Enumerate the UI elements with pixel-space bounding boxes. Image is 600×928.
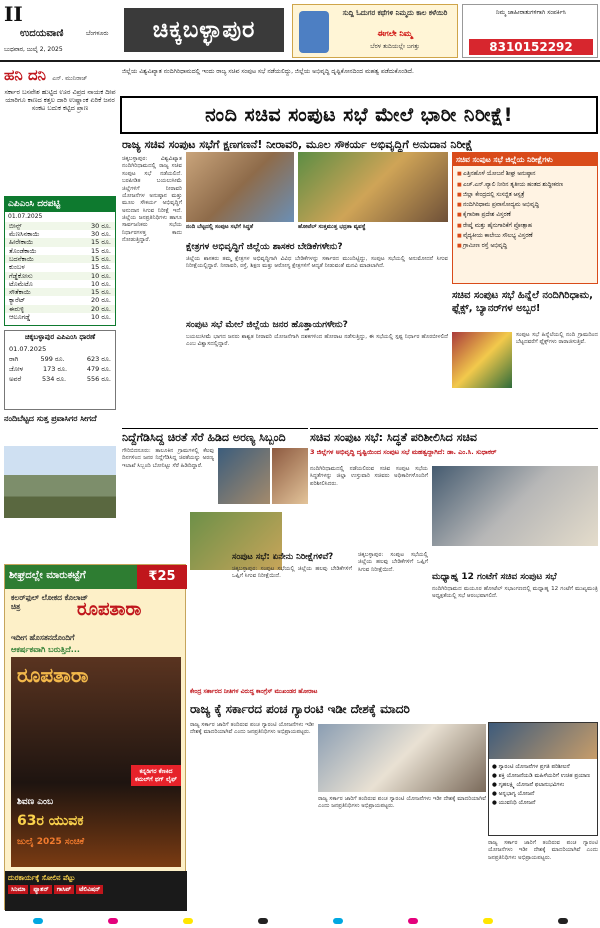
expectation-item: ■ ವೈದ್ಯಕೀಯ ಕಾಲೇಜು ಸೌಲಭ್ಯ ವಿಸ್ತರಣೆ <box>457 233 593 240</box>
guarantee-story-kicker: ಕೇಂದ್ರ ಸರ್ಕಾರದ ನೀತಿಗಳ ವಿರುದ್ಧ ಕಾಂಗ್ರೆಸ್ ಮುಖಂಡರ ಹೋರಾಟ <box>190 688 318 695</box>
masthead <box>0 0 600 62</box>
side-box-item: ● ಅನ್ನಭಾಗ್ಯ ಯೋಜನೆ <box>492 790 535 797</box>
rate-item: ಬೀನ್ಸ್ <box>9 221 22 230</box>
rate-price: 15 ರೂ. <box>91 238 111 247</box>
ad-category-chip: ಗಾಸಿಪ್ <box>54 885 74 895</box>
expectations-list <box>453 166 597 255</box>
guarantee-story-headline[interactable]: ರಾಜ್ಯ ಕ್ಕೆ ಸರ್ಕಾರದ ಪಂಚ ಗ್ಯಾರಂಟಿ ಇಡೀ ದೇಶಕ್ಕೆ ಮಾದರಿ <box>190 702 410 716</box>
rupatara-magazine-ad[interactable] <box>4 564 186 910</box>
rate-box-title: ಎಪಿಎಂಸಿ ದರಪಟ್ಟಿ <box>5 197 115 212</box>
ad-footer-text: ದುರಕಾರ್ಯಕ್ಕೆ ಸೋಲಿನ ಪೆಟ್ಟು <box>8 874 76 882</box>
paper-name: ಉದಯವಾಣಿ <box>20 28 64 39</box>
minister-inspection-text: ನಂದಿಗಿರಿಧಾಮದಲ್ಲಿ ನಡೆಯಲಿರುವ ಸಚಿವ ಸಂಪುಟ ಸಭೆಯ ಸಿದ್ಧತೆಗಳನ್ನು ಜಿಲ್ಲಾ ಉಸ್ತುವಾರಿ ಸಚಿವರು ಅಧಿಕಾರಿಗಳೊಂದಿಗೆ ಪರಿಶೀಲಿಸಿದರು. <box>310 466 428 487</box>
grain-box-title: ಚಿಕ್ಕಬಳ್ಳಾಪುರ ಎಪಿಎಂಸಿ ಧಾರಣೆ <box>24 333 96 341</box>
paper-date: ಬುಧವಾರ, ಜುಲೈ 2, 2025 <box>4 46 63 53</box>
mla-demands-headline[interactable]: ಕ್ಷೇತ್ರಗಳ ಅಭಿವೃದ್ಧಿಗೆ ಜಿಲ್ಲೆಯ ಶಾಸಕರ ಬೇಡಿಕೆಗಳೇನು? <box>186 242 343 252</box>
edition-number: II <box>4 2 23 26</box>
rate-row <box>5 247 115 255</box>
rate-item: ಈರುಳ್ಳಿ <box>9 304 25 313</box>
grain-max: 479 ರೂ. <box>86 365 111 373</box>
rate-price: 15 ರೂ. <box>91 246 111 255</box>
cyan-swatch <box>333 918 343 924</box>
paper-subtitle: ಬೆಂಗಳೂರು <box>86 30 109 37</box>
rate-item: ಗೆಡ್ಡೆಕೋಸು <box>9 271 33 280</box>
top-ad-line3: ಬೆರಳ ತುದಿಯಲ್ಲೇ ಜಗತ್ತು <box>370 43 420 50</box>
city-title: ಚಿಕ್ಕಬಳ್ಳಾಪುರ <box>124 8 284 52</box>
guarantee-story-text-3: ರಾಜ್ಯ ಸರ್ಕಾರ ಜಾರಿಗೆ ತಂದಿರುವ ಪಂಚ ಗ್ಯಾರಂಟಿ ಯೋಜನೆಗಳು ಇಡೀ ದೇಶಕ್ಕೆ ಮಾದರಿಯಾಗಿವೆ ಎಂದು ಜನಪ್ರತಿನಿಧಿಗಳು ಅಭಿಪ್ರಾಯಪಟ್ಟರು. <box>488 840 598 861</box>
top-ad-line2: ಈಗಲೇ ನಿಮ್ಮ <box>377 29 413 38</box>
lead-intro: ಜಿಲ್ಲೆಯ ವಿಶ್ವವಿಖ್ಯಾತ ನಂದಿಗಿರಿಧಾಮದಲ್ಲಿ ಇಂದು ರಾಜ್ಯ ಸಚಿವ ಸಂಪುಟ ಸಭೆ ನಡೆಯಲಿದ್ದು, ಜಿಲ್ಲೆಯ ಅಭಿವೃದ್ಧಿ ದೃಷ್ಟಿಕೋನದಿಂದ ಮಹತ್ವ ಪಡೆದುಕೊಂಡಿದೆ. <box>122 68 414 75</box>
cover-title: ರೂಪತಾರಾ <box>17 663 89 687</box>
rate-row <box>5 272 115 280</box>
rate-item: ಕ್ಯಾರೆಟ್ <box>9 296 26 305</box>
rate-row <box>5 305 115 313</box>
rate-item: ತೊಂಡೆಕಾಯಿ <box>9 246 37 255</box>
rate-row <box>5 313 115 321</box>
grain-min: 534 ರೂ. <box>41 375 67 384</box>
cover-issue: ಜುಲೈ 2025 ಸಂಚಿಕೆ <box>17 837 85 847</box>
guarantee-event-photo <box>318 724 486 792</box>
cover-side-tag: ಕನ್ನಡಿಗರ ಕೆಣಕಿದ ಕಮಲ್‌ಗೆ ಥಗ್ ಲೈಫ್ <box>131 765 181 786</box>
expectation-item: ■ ಎಚ್.ಎನ್.ವ್ಯಾಲಿ ನೀರಿನ ತೃತೀಯ ಹಂತದ ಶುದ್ಧೀಕರಣ <box>457 182 593 189</box>
guarantee-side-box <box>488 722 598 836</box>
top-ad-line1: ಸುದ್ದಿ ಓದುಗರ ಕಥೆಗಳಿ ನಿಮ್ಮದು ಕಾಲ ಕಳೆಯಿರಿ <box>342 9 448 17</box>
minister-inspection-subhead: 3 ಜಿಲ್ಲೆಗಳ ಅಭಿವೃದ್ಧಿ ದೃಷ್ಟಿಯಿಂದ ಸಂಪುಟ ಸಭೆ ಮಹತ್ವದ್ದಾಗಿದೆ: ಡಾ. ಎಂ.ಸಿ. ಸುಧಾಕರ್ <box>310 448 497 456</box>
honey-dani-logo: ಹನಿ ದನಿ <box>4 66 46 84</box>
rate-price: 10 ರೂ. <box>91 271 111 280</box>
grain-max: 556 ರೂ. <box>86 375 111 384</box>
minister-inspection-photo <box>432 466 598 546</box>
honey-dani-column-head <box>4 66 116 86</box>
rate-item: ಮೆಣಸಿನಕಾಯಿ <box>9 230 40 239</box>
rate-price: 30 ರೂ. <box>91 221 111 230</box>
side-box-item: ● ಯುವನಿಧಿ ಯೋಜನೆ <box>492 799 536 806</box>
expectations-box <box>452 152 598 284</box>
contact-phone[interactable]: 8310152292 <box>469 39 593 55</box>
lead-photo-caption-1: ನಂದಿ ಬೆಟ್ಟದಲ್ಲಿ ಸಂಪುಟ ಸಭೆಗೆ ಸಿದ್ಧತೆ <box>186 224 254 230</box>
yellow-swatch <box>183 918 193 924</box>
nandi-hill-photo <box>4 446 116 518</box>
magenta-swatch <box>408 918 418 924</box>
lead-headline[interactable]: ನಂದಿ ಸಚಿವ ಸಂಪುಟ ಸಭೆ ಮೇಲೆ ಭಾರೀ ನಿರೀಕ್ಷೆ! <box>120 96 598 134</box>
grain-list <box>5 354 115 384</box>
side-box-item: ● ಶಕ್ತಿ ಯೋಜನೆಯಡಿ ಮಹಿಳೆಯರಿಗೆ ಉಚಿತ ಪ್ರಯಾಣ <box>492 772 591 779</box>
rate-row <box>5 238 115 246</box>
black-swatch <box>558 918 568 924</box>
rate-price: 10 ರೂ. <box>91 279 111 288</box>
rate-item: ಟೊಮೆಟೊ <box>9 279 33 288</box>
rate-list <box>5 222 115 322</box>
flex-story-text: ಸಂಪುಟ ಸಭೆ ಹಿನ್ನೆಲೆಯಲ್ಲಿ ನಂದಿ ಗ್ರಾಮದಿಂದ ಬೆಟ್ಟದವರೆಗೆ ಫ್ಲೆಕ್ಸ್‌ಗಳು ರಾರಾಜಿಸುತ್ತಿವೆ. <box>516 332 598 346</box>
grain-box-date: 01.07.2025 <box>9 344 47 353</box>
grain-rate-box <box>4 330 116 410</box>
grain-item: ಅವರೆ <box>9 375 22 384</box>
ad-magazine-title: ರೂಪತಾರಾ <box>77 599 142 620</box>
ad-coming-soon: ಶೀಘ್ರದಲ್ಲೇ ಮಾರುಕಟ್ಟೆಗೆ <box>5 565 187 589</box>
honey-dani-poem: ಸರ್ಕಾರ ಬಸವೇಶ ಹುಟ್ಟಿದ ಊರ ವಿಪ್ರದ ನಾಯಕ ದೀಪ ಯಾರಿಗೂ ಕಾಣದ ಕತ್ತಲ ದಾರಿ ಉಷ್ಣಾಂಕ ಏರಿಕೆ ಜನರ ಸಂಕಟ ಬದುಕ ಕಟ್ಟಿದ ಪ್ರಾಣ <box>4 88 116 113</box>
rate-row <box>5 255 115 263</box>
top-ad-contact[interactable] <box>462 4 598 58</box>
mla-demands-text: ಜಿಲ್ಲೆಯ ಶಾಸಕರು ತಮ್ಮ ಕ್ಷೇತ್ರಗಳ ಅಭಿವೃದ್ಧಿಗಾಗಿ ವಿವಿಧ ಬೇಡಿಕೆಗಳನ್ನು ಸರ್ಕಾರದ ಮುಂದಿಟ್ಟಿದ್ದು, ಸಂಪುಟ ಸಭೆಯಲ್ಲಿ ಅನುಮೋದನೆ ಸಿಗುವ ನಿರೀಕ್ಷೆಯಲ್ಲಿದ್ದಾರೆ. ನೀರಾವರಿ, ರಸ್ತೆ, ಶಿಕ್ಷಣ ಮತ್ತು ಆರೋಗ್ಯ ಕ್ಷೇತ್ರಗಳಿಗೆ ಆದ್ಯತೆ ನೀಡುವಂತೆ ಮನವಿ ಮಾಡಲಾಗಿದೆ. <box>186 256 448 270</box>
top-ad-app[interactable] <box>292 4 458 58</box>
side-box-item: ● ಗೃಹಲಕ್ಷ್ಮಿ ಯೋಜನೆ ಫಲಾನುಭವಿಗಳು <box>492 781 565 788</box>
rate-price: 30 ರೂ. <box>91 230 111 239</box>
rate-box-date: 01.07.2025 <box>8 213 43 221</box>
leopard-story-text: ಗೌರಿಬಿದನೂರು: ತಾಲೂಕಿನ ಗ್ರಾಮಗಳಲ್ಲಿ ಕೆಲವು ದಿನಗಳಿಂದ ಜನರ ನಿದ್ದೆಗೆಡಿಸಿದ್ದ ಚಿರತೆಯನ್ನು ಅರಣ್ಯ ಇಲಾಖೆ ಸಿಬ್ಬಂದಿ ಬೋನಿಟ್ಟು ಸೆರೆ ಹಿಡಿದಿದ್ದಾರೆ. <box>122 448 214 469</box>
contact-ad-text: ನಿಮ್ಮ ಜಾಹೀರಾತುಗಳಿಗಾಗಿ ಸಂಪರ್ಕಿಸಿ <box>495 9 566 16</box>
side-box-item: ● ಗ್ಯಾರಂಟಿ ಯೋಜನೆಗಳ ಪ್ರಗತಿ ಪರಿಶೀಲನೆ <box>492 764 570 770</box>
ad-category-chips <box>8 885 184 895</box>
expectations-title: ಸಚಿವ ಸಂಪುಟ ಸಭೆ ಜಿಲ್ಲೆಯ ನಿರೀಕ್ಷೆಗಳು <box>453 153 597 166</box>
grain-min: 173 ರೂ. <box>42 365 68 373</box>
grain-row <box>5 354 115 364</box>
rate-row <box>5 230 115 238</box>
expectation-item: ■ ಜಿಲ್ಲಾ ಕೇಂದ್ರದಲ್ಲಿ ಸುಸಜ್ಜಿತ ಆಸ್ಪತ್ರೆ <box>457 192 593 199</box>
left-story-headline[interactable]: ನಂದಿಬೆಟ್ಟದ ಸುತ್ತ ಪ್ರವಾಸಿಗರ ಸೀಗದೆ <box>4 414 97 423</box>
cyan-swatch <box>33 918 43 924</box>
cover-age: 63ರ ಯುವಕ <box>17 813 84 829</box>
leopard-story-headline[interactable]: ನಿದ್ದೆಗೆಡಿಸಿದ್ದ ಚಿರತೆ ಸೆರೆ ಹಿಡಿದ ಅರಣ್ಯ ಸಿಬ್ಬಂದಿ <box>122 428 308 445</box>
rate-row <box>5 222 115 230</box>
rate-price: 10 ರೂ. <box>91 313 111 322</box>
rate-item: ಆಲೂಗಡ್ಡೆ <box>9 313 31 322</box>
grain-row <box>5 374 115 384</box>
grain-min: 599 ರೂ. <box>40 354 65 363</box>
rate-row <box>5 280 115 288</box>
rate-price: 20 ರೂ. <box>91 304 111 313</box>
lead-photo-hotel <box>298 152 448 222</box>
rate-price: 15 ರೂ. <box>91 263 111 272</box>
rate-item: ಬದನೆಕಾಯಿ <box>9 254 34 263</box>
cover-star-text: ಶಿವಣ ಎಂಬ <box>17 797 54 807</box>
minister-inspection-headline[interactable]: ಸಚಿವ ಸಂಪುಟ ಸಭೆ: ಸಿದ್ಧತೆ ಪರಿಶೀಲಿಸಿದ ಸಚಿವ <box>310 428 598 445</box>
honey-dani-author: ಎನ್. ಮುನಿರಾಜ್ <box>52 75 88 82</box>
side-box-list <box>489 759 597 812</box>
grain-item: ಜೋಳ <box>9 365 24 373</box>
rate-item: ಹೀರೇಕಾಯಿ <box>9 238 34 247</box>
side-box-photo <box>489 723 597 759</box>
rate-item: ಸೌತೆಕಾಯಿ <box>9 288 31 297</box>
expectation-item: ■ ನಂದಿಗಿರಿಧಾಮ ಪ್ರವಾಸೋದ್ಯಮ ಅಭಿವೃದ್ಧಿ <box>457 202 593 209</box>
rate-price: 20 ರೂ. <box>91 296 111 305</box>
expectation-item: ■ ಎತ್ತಿನಹೊಳೆ ಯೋಜನೆ ಶೀಘ್ರ ಅನುಷ್ಠಾನ <box>457 171 593 178</box>
lead-column-1: ಚಿಕ್ಕಬಳ್ಳಾಪುರ: ವಿಶ್ವವಿಖ್ಯಾತ ನಂದಿಗಿರಿಧಾಮದಲ್ಲಿ ರಾಜ್ಯ ಸಚಿವ ಸಂಪುಟ ಸಭೆ ನಡೆಯಲಿದೆ. ಬರಪೀಡಿತ ಬಯಲುಸೀಮೆ ಜಿಲ್ಲೆಗಳಿಗೆ ನೀರಾವರಿ ಯೋಜನೆಗಳ ಅನುಷ್ಠಾನ ಮತ್ತು ಮೂಲ ಸೌಕರ್ಯ ಅಭಿವೃದ್ಧಿಗೆ ಅನುದಾನ ಸಿಗುವ ನಿರೀಕ್ಷೆ ಇದೆ. ಜಿಲ್ಲೆಯ ಜನಪ್ರತಿನಿಧಿಗಳು ಹಾಗೂ ಸಾರ್ವಜನಿಕರು ಸಭೆಯ ನಿರ್ಧಾರಗಳತ್ತ ಕಾದು ನೋಡುತ್ತಿದ್ದಾರೆ. <box>122 156 182 244</box>
expectation-item: ■ ಕೈಗಾರಿಕಾ ಪ್ರದೇಶ ವಿಸ್ತರಣೆ <box>457 212 593 219</box>
yellow-swatch <box>483 918 493 924</box>
grain-max: 623 ರೂ. <box>86 354 111 363</box>
guarantee-story-text: ರಾಜ್ಯ ಸರ್ಕಾರ ಜಾರಿಗೆ ತಂದಿರುವ ಪಂಚ ಗ್ಯಾರಂಟಿ ಯೋಜನೆಗಳು ಇಡೀ ದೇಶಕ್ಕೆ ಮಾದರಿಯಾಗಿವೆ ಎಂದು ಜನಪ್ರತಿನಿಧಿಗಳು ಅಭಿಪ್ರಾಯಪಟ್ಟರು. <box>190 722 314 736</box>
rate-item: ಕುಂಬಳ <box>9 263 25 272</box>
lead-photo-nandi <box>186 152 294 222</box>
expectation-item: ■ ಗ್ರಾಮೀಣ ರಸ್ತೆ ಅಭಿವೃದ್ಧಿ <box>457 243 593 250</box>
expectation-item: ■ ರೇಷ್ಮೆ ಮತ್ತು ಹೈನುಗಾರಿಕೆಗೆ ಪ್ರೋತ್ಸಾಹ <box>457 223 593 230</box>
rate-price: 15 ರೂ. <box>91 254 111 263</box>
lead-photo-caption-2: ಹೋಟೆಲ್ ಸುತ್ತಮುತ್ತ ಭದ್ರತಾ ವ್ಯವಸ್ಥೆ <box>298 224 366 230</box>
guarantee-story-text-2: ರಾಜ್ಯ ಸರ್ಕಾರ ಜಾರಿಗೆ ತಂದಿರುವ ಪಂಚ ಗ್ಯಾರಂಟಿ ಯೋಜನೆಗಳು ಇಡೀ ದೇಶಕ್ಕೆ ಮಾದರಿಯಾಗಿವೆ ಎಂದು ಜನಪ್ರತಿನಿಧಿಗಳು ಅಭಿಪ್ರಾಯಪಟ್ಟರು. <box>318 796 486 810</box>
public-demands-text: ಬಯಲುಸೀಮೆ ಭಾಗದ ಜನರು ಶಾಶ್ವತ ನೀರಾವರಿ ಯೋಜನೆಗಾಗಿ ದಶಕಗಳಿಂದ ಹೋರಾಟ ನಡೆಸುತ್ತಿದ್ದು, ಈ ಸಭೆಯಲ್ಲಿ ಸ್ಪಷ್ಟ ನಿರ್ಧಾರ ಹೊರಬೀಳಲಿದೆ ಎಂಬ ವಿಶ್ವಾಸದಲ್ಲಿದ್ದಾರೆ. <box>186 334 448 348</box>
apmc-rate-box <box>4 196 116 326</box>
official-photo <box>272 448 308 504</box>
magazine-cover <box>11 657 181 867</box>
lead-subheadline: ರಾಜ್ಯ ಸಚಿವ ಸಂಪುಟ ಸಭೆಗೆ ಕ್ಷಣಗಣನೆ! ನೀರಾವರಿ, ಮೂಲ ಸೌಕರ್ಯ ಅಭಿವೃದ್ಧಿಗೆ ಅನುದಾನ ನಿರೀಕ್ಷೆ <box>122 138 473 151</box>
rate-row <box>5 288 115 296</box>
rate-row <box>5 296 115 304</box>
cabinet-column-extra: ಚಿಕ್ಕಬಳ್ಳಾಪುರ: ಸಂಪುಟ ಸಭೆಯಲ್ಲಿ ಜಿಲ್ಲೆಯ ಹಲವು ಬೇಡಿಕೆಗಳಿಗೆ ಒಪ್ಪಿಗೆ ಸಿಗುವ ನಿರೀಕ್ಷೆಯಿದೆ. <box>358 552 428 573</box>
ad-category-chip: ಫ್ಯಾಶನ್ <box>30 885 51 895</box>
rate-price: 15 ರೂ. <box>91 288 111 297</box>
cabinet-expectations-headline[interactable]: ಸಂಪುಟ ಸಭೆ: ಏನೇನು ನಿರೀಕ್ಷೆಗಳಿವೆ? <box>232 552 334 562</box>
ad-category-chip: ಟೆಲಿವಿಷನ್ <box>76 885 103 895</box>
phone-icon <box>299 11 329 53</box>
flex-story-headline[interactable]: ಸಚಿವ ಸಂಪುಟ ಸಭೆ ಹಿನ್ನೆಲೆ ನಂದಿಗಿರಿಧಾಮ, ಫ್ಲೆಕ್ಸ್, ಬ್ಯಾನರ್‌ಗಳ ಅಬ್ಬರ! <box>452 290 593 314</box>
grain-row <box>5 364 115 374</box>
ad-footer <box>5 871 187 911</box>
flex-banner-photo <box>452 332 512 388</box>
public-demands-headline[interactable]: ಸಂಪುಟ ಸಭೆ ಮೇಲೆ ಜಿಲ್ಲೆಯ ಜನರ ಹೊತ್ತಾಯಗಳೇನು? <box>186 320 348 330</box>
meeting-time-headline[interactable]: ಮಧ್ಯಾಹ್ನ 12 ಗಂಟೆಗೆ ಸಚಿವ ಸಂಪುಟ ಸಭೆ <box>432 572 557 582</box>
ad-line-2: ಆಕರ್ಷಕವಾಗಿ ಬರುತ್ತಿದೆ... <box>11 645 80 654</box>
grain-item: ರಾಗಿ <box>9 354 19 363</box>
ad-line-1: ಇದೀಗ ಹೊಸತನದೊಂದಿಗೆ <box>11 633 75 642</box>
print-color-bar <box>0 914 600 928</box>
rate-row <box>5 263 115 271</box>
ad-category-chip: ಸಿನಿಮಾ <box>8 885 28 895</box>
leopard-photo <box>218 448 270 504</box>
magenta-swatch <box>108 918 118 924</box>
cabinet-expectations-text: ಚಿಕ್ಕಬಳ್ಳಾಪುರ: ಸಂಪುಟ ಸಭೆಯಲ್ಲಿ ಜಿಲ್ಲೆಯ ಹಲವು ಬೇಡಿಕೆಗಳಿಗೆ ಒಪ್ಪಿಗೆ ಸಿಗುವ ನಿರೀಕ್ಷೆಯಿದೆ. <box>232 566 352 580</box>
ad-price: ₹25 <box>137 565 187 589</box>
ad-tagline: ಕಲರ್‌ಫುಲ್ ಲೋಕದ ಕೊಲಾಜ್ ಚಿತ್ರ <box>11 593 89 612</box>
meeting-time-text: ನಂದಿಗಿರಿಧಾಮದ ಮಯೂರ ಹೋಟೆಲ್ ಸಭಾಂಗಣದಲ್ಲಿ ಮಧ್ಯಾಹ್ನ 12 ಗಂಟೆಗೆ ಮುಖ್ಯಮಂತ್ರಿ ಅಧ್ಯಕ್ಷತೆಯಲ್ಲಿ ಸಭೆ ಆರಂಭವಾಗಲಿದೆ. <box>432 586 598 600</box>
black-swatch <box>258 918 268 924</box>
